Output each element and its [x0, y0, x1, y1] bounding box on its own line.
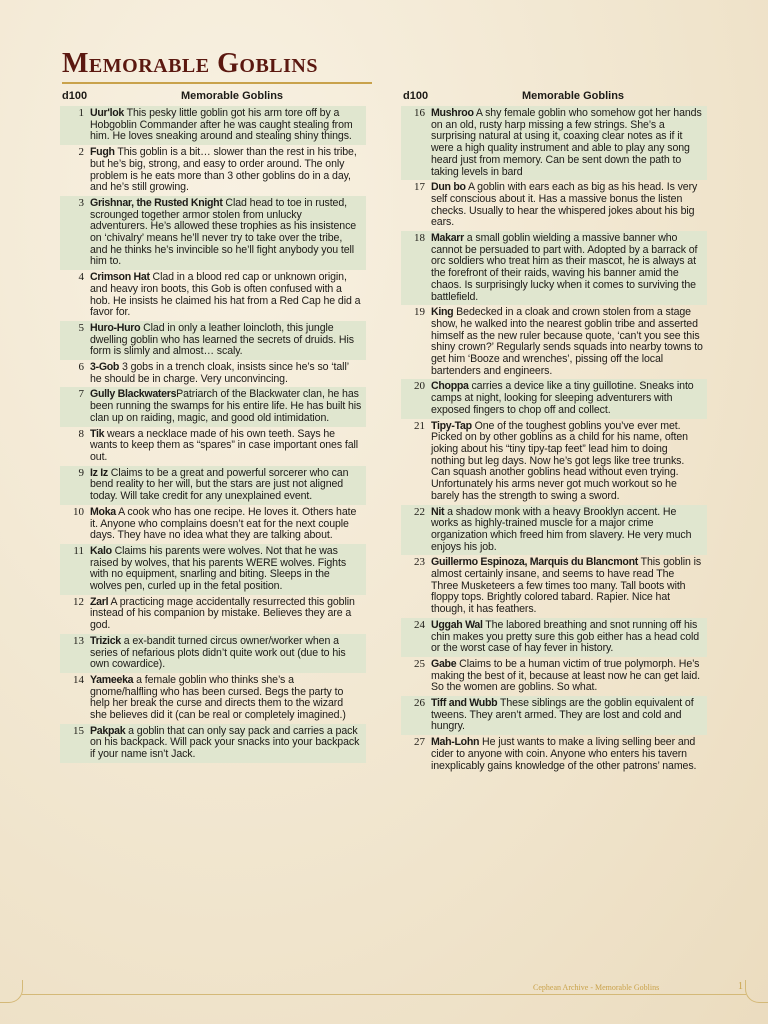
goblin-description: These siblings are the goblin equivalent of tweens. They aren’t armed. They are lost and cold and hungry.	[431, 697, 694, 733]
goblin-description: carries a device like a tiny guillotine. Sneaks into camps at night, looking for sleeping adventurers with exposed fingers to chop off and collect.	[431, 380, 694, 416]
row-description	[431, 379, 707, 418]
column-header: Memorable Goblins	[521, 90, 625, 102]
row-description	[431, 419, 707, 505]
goblin-description: A goblin with ears each as big as his head. Is very self conscious about it. Has a massive bonus the listen checks. Usually to hear the whispered jokes about his big ears.	[431, 181, 698, 229]
row-number: 13	[73, 634, 84, 647]
row-number: 15	[73, 724, 84, 737]
row-number: 16	[414, 107, 425, 119]
row-number: 3	[78, 196, 84, 209]
goblin-name: Makarr	[431, 232, 464, 245]
row-description	[90, 595, 366, 634]
table-row	[60, 724, 366, 763]
table-row	[401, 657, 707, 696]
goblin-name: Tipy-Tap	[431, 419, 472, 432]
row-number: 25	[414, 657, 425, 670]
row-description	[431, 735, 707, 774]
table-row	[401, 305, 707, 379]
goblin-name: Dun bo	[431, 181, 466, 194]
table-row	[401, 505, 707, 556]
table-row	[401, 696, 707, 735]
row-number: 22	[414, 505, 425, 518]
row-description	[431, 555, 707, 618]
row-number: 8	[78, 427, 84, 440]
table-row	[401, 379, 707, 418]
table-row	[60, 595, 366, 634]
table-row	[401, 735, 707, 774]
row-description	[431, 305, 707, 379]
goblin-description: A shy female goblin who somehow got her hands on an old, rusty harp missing a few strings. She’s a surprising natural at using it, coaxing clear notes as if it were a high quality instrument and able to play any song heard just from memory. Can be sent down the path to taking levels in bard	[431, 107, 702, 178]
goblin-name: Gabe	[431, 657, 457, 670]
row-number: 26	[414, 697, 425, 710]
row-description	[431, 180, 707, 231]
goblin-name: Zarl	[90, 595, 109, 608]
goblin-description: Claims to be a great and powerful sorcerer who can bend reality to her will, but the stars are just not aligned today. Will take credit for any unexplained event.	[90, 466, 349, 503]
page-border-corner	[0, 980, 23, 1003]
goblin-name: Trizick	[90, 634, 121, 647]
goblin-description: This pesky little goblin got his arm tore off by a Hobgoblin Commander after he was caught stealing from him. He loves sneaking around and stealing shiny things.	[90, 107, 353, 143]
goblin-name: Yameeka	[90, 673, 134, 686]
row-number: 1	[78, 107, 84, 119]
row-description	[90, 360, 366, 387]
table-row	[401, 618, 707, 657]
table-row	[60, 387, 366, 426]
row-description	[90, 634, 366, 673]
table-row	[60, 270, 366, 321]
column-header: Memorable Goblins	[180, 90, 284, 102]
page-title: Memorable Goblins	[62, 48, 318, 79]
goblin-name: Grishnar, the Rusted Knight	[90, 196, 223, 209]
row-description	[431, 618, 707, 657]
row-number: 19	[414, 306, 425, 319]
goblin-description: One of the toughest goblins you’ve ever met. Picked on by other goblins as a child for his name, often joking about his “tiny tipy-tap feet” lead him to doing nothing but leg days. Now he’s got legs like tree trunks. Can squash another goblins head without even trying. Unfortunately his arms never got much workout so he barely has the strength to swing a sword.	[431, 419, 688, 502]
goblin-name: Iz Iz	[90, 466, 108, 479]
page-border	[22, 994, 746, 995]
goblin-description: This goblin is a bit… slower than the rest in his tribe, but he’s big, strong, and easy to order around. The only problem is he eats more than 3 other goblins do in a day, and he’s still growing.	[90, 146, 357, 194]
goblin-name: Crimson Hat	[90, 271, 150, 284]
row-description	[431, 505, 707, 556]
table-row	[60, 196, 366, 270]
row-number: 5	[78, 321, 84, 334]
table-header	[60, 89, 366, 103]
table-row	[60, 145, 366, 196]
goblin-name: Fugh	[90, 146, 115, 159]
table-right	[401, 89, 707, 774]
goblin-description: Claims to be a human victim of true polymorph. He’s making the best of it, because at least now he can get laid. So the women are goblins. So what.	[431, 657, 701, 694]
row-number: 23	[414, 556, 425, 569]
die-header: d100	[62, 90, 88, 102]
goblin-description: Patriarch of the Blackwater clan, he has been running the swamps for his entire life. He has built his clan up on raiding, magic, and good old intimidation.	[90, 388, 362, 424]
goblin-name: Choppa	[431, 380, 469, 393]
table-row	[60, 106, 366, 145]
goblin-name: Uggah Wal	[431, 618, 483, 631]
row-number: 27	[414, 736, 425, 749]
table-row	[60, 360, 366, 387]
row-description	[90, 270, 366, 321]
table-row	[401, 231, 707, 305]
goblin-name: Mushroo	[431, 107, 474, 119]
footer-text: Cephean Archive - Memorable Goblins	[533, 983, 660, 992]
row-description	[90, 145, 366, 196]
goblin-name: Huro-Huro	[90, 321, 141, 334]
table-row	[60, 466, 366, 505]
row-description	[90, 673, 366, 724]
table-row	[401, 555, 707, 618]
row-description	[90, 387, 366, 426]
goblin-name: Moka	[90, 505, 116, 518]
row-number: 24	[414, 618, 425, 631]
row-description	[90, 321, 366, 360]
goblin-name: Gully Blackwaters	[90, 388, 177, 401]
goblin-name: Uur'lok	[90, 107, 124, 119]
goblin-description: A practicing mage accidentally resurrected this goblin instead of his companion by mistake. Believes they are a god.	[90, 595, 355, 632]
row-description	[90, 427, 366, 466]
row-number: 14	[73, 673, 84, 686]
row-description	[431, 231, 707, 305]
die-header: d100	[403, 90, 429, 102]
goblin-description: wears a necklace made of his own teeth. Says he wants to keep them as “spares” in case important ones fall out.	[90, 427, 359, 463]
row-number: 9	[78, 466, 84, 479]
row-number: 12	[73, 595, 84, 608]
goblin-description: This goblin is almost certainly insane, and seems to have read The Three Musketeers a few times too many. Tall boots with floppy tops. Brightly colored tabard. Rapier. Nice hat though, it has feathers.	[431, 556, 702, 616]
goblin-description: a small goblin wielding a massive banner who cannot be persuaded to part with. Adopted by a barrack of orc soldiers who treat him as their mascot, he is always at the forefront of their raids, waving his banner amid the chaos. Is surprisingly lucky when it comes to surviving the battlefield.	[431, 232, 698, 303]
goblin-description: a ex-bandit turned circus owner/worker when a series of nefarious plots didn’t quite work out (due to his own cowardice).	[90, 634, 346, 671]
goblin-description: Clad in only a leather loincloth, this jungle dwelling goblin who has learned the secrets of druids. His form is slimly and almost… scaly.	[90, 321, 354, 358]
row-description	[431, 106, 707, 180]
row-description	[90, 505, 366, 544]
goblin-name: Mah-Lohn	[431, 736, 480, 749]
goblin-description: Clad in a blood red cap or unknown origin, and heavy iron boots, this Gob is often confused with a hob. He insists he claimed his hat from a Red Cap he did a favor for.	[90, 271, 361, 319]
goblin-name: 3-Gob	[90, 361, 120, 374]
table-row	[60, 673, 366, 724]
table-row	[60, 544, 366, 595]
goblin-description: Bedecked in a cloak and crown stolen from a stage show, he walked into the nearest goblin tribe and asserted himself as the new ruler because quote, ‘can’t you see this shiny crown?’ Regularly sends squads into nearby towns to get him ‘Booze and wrenches’, pissing off the local bartenders and engineers.	[431, 306, 703, 377]
row-number: 7	[78, 388, 84, 401]
goblin-description: The labored breathing and snot running off his chin makes you pretty sure this gob either has a head cold or the worst case of hay fever in history.	[431, 618, 700, 655]
row-number: 10	[73, 505, 84, 518]
row-number: 18	[414, 232, 425, 245]
table-body	[60, 106, 366, 763]
table-row	[401, 419, 707, 505]
table-row	[60, 321, 366, 360]
goblin-description: a shadow monk with a heavy Brooklyn accent. He works as highly-trained muscle for a major crime organization which freed him from slavery. He very much enjoys his job.	[431, 505, 692, 553]
row-description	[90, 466, 366, 505]
goblin-name: Nit	[431, 505, 445, 518]
page-border-corner	[745, 980, 768, 1003]
goblin-description: Clad head to toe in rusted, scrounged together armor stolen from unlucky adventurers. He’s allowed these trophies as his insistence on ‘chivalry’ means he’ll never try to take over the tribe, and he thinks he’s invincible so he’ll fight anybody you tell him to.	[90, 196, 357, 268]
row-description	[90, 106, 366, 145]
goblin-name: Guillermo Espinoza, Marquis du Blancmont	[431, 556, 638, 569]
table-row	[60, 505, 366, 544]
goblin-description: 3 gobs in a trench cloak, insists since he’s so ‘tall’ he should be in charge. Very unconvincing.	[90, 361, 349, 385]
goblin-name: Tiff and Wubb	[431, 697, 498, 710]
table-left	[60, 89, 366, 763]
goblin-description: a female goblin who thinks she’s a gnome/halfling who has been cursed. Begs the party to help her break the curse and directs them to the wizard she believes did it (can be real or completely imagined.)	[90, 673, 346, 722]
goblin-name: Kalo	[90, 544, 112, 557]
table-body	[401, 106, 707, 774]
title-underline	[62, 82, 372, 84]
table-row	[401, 106, 707, 180]
row-number: 4	[78, 271, 84, 284]
row-description	[90, 724, 366, 763]
row-description	[431, 696, 707, 735]
row-number: 6	[78, 361, 84, 374]
goblin-description: a goblin that can only say pack and carries a pack on his backpack. Will pack your snacks into your backpack if your name isn’t Jack.	[90, 724, 360, 761]
goblin-description: He just wants to make a living selling beer and cider to anyone with coin. Anyone who enters his tavern inexplicably gains knowledge of the other patrons’ names.	[431, 736, 697, 772]
table-row	[60, 634, 366, 673]
table-row	[401, 180, 707, 231]
row-description	[90, 196, 366, 270]
goblin-description: Claims his parents were wolves. Not that he was raised by wolves, that his parents WERE wolves. Fights with no equipment, snarling and biting. Sleeps in the wolves pen, curled up in the fetal position.	[90, 544, 347, 593]
goblin-name: Pakpak	[90, 724, 126, 737]
row-number: 20	[414, 380, 425, 393]
goblin-name: Tik	[90, 427, 105, 440]
page-number: 1	[738, 981, 743, 992]
goblin-name: King	[431, 306, 454, 319]
row-number: 17	[414, 181, 425, 194]
goblin-description: A cook who has one recipe. He loves it. Others hate it. Anyone who complains doesn’t eat for the next couple days. They have no idea what they are talking about.	[90, 505, 357, 542]
row-description	[431, 657, 707, 696]
row-number: 11	[73, 544, 84, 557]
table-header	[401, 89, 707, 103]
row-number: 21	[414, 419, 425, 432]
row-number: 2	[78, 146, 84, 159]
row-description	[90, 544, 366, 595]
table-row	[60, 427, 366, 466]
